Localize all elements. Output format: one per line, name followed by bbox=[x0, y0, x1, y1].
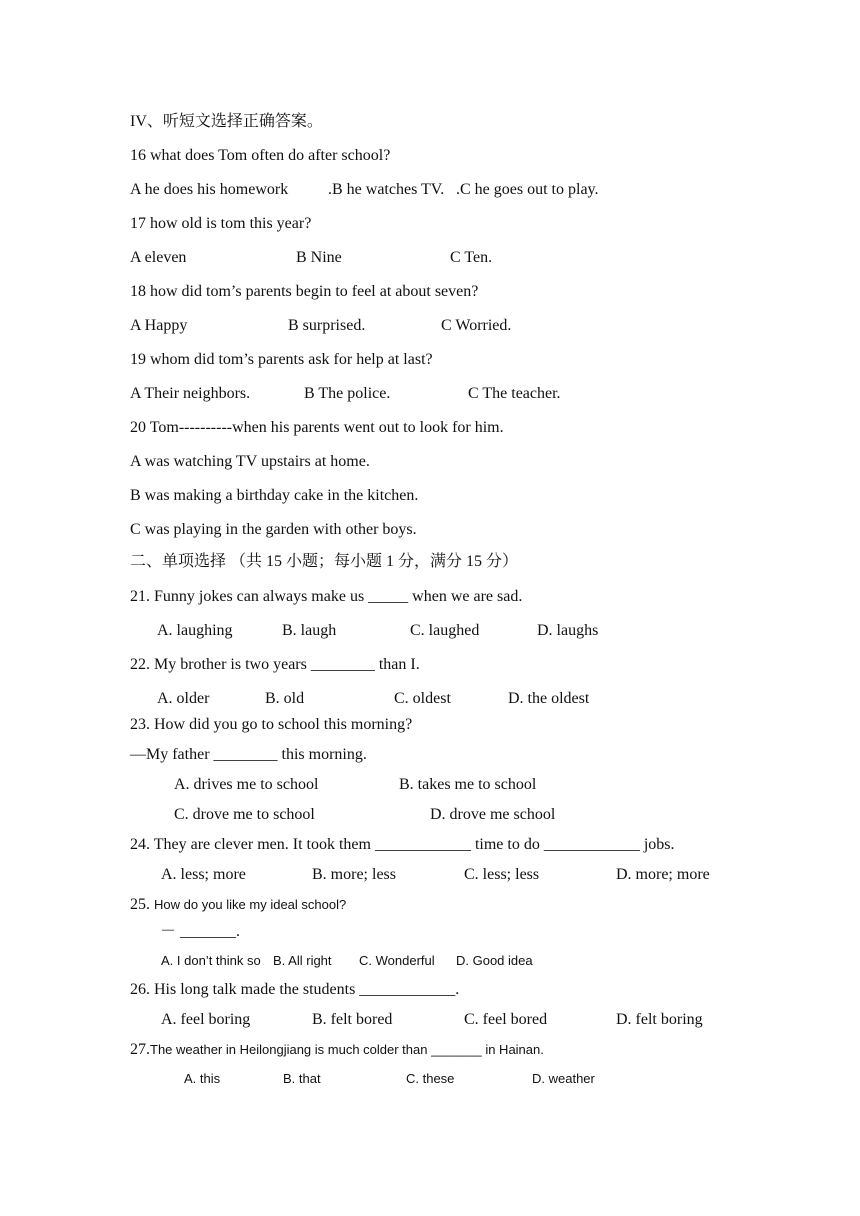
q23-option-b: B. takes me to school bbox=[399, 776, 537, 793]
q24-option-c: C. less; less bbox=[464, 866, 540, 883]
question-26: 26. His long talk made the students ____________. bbox=[130, 981, 460, 998]
q21-option-b: B. laugh bbox=[282, 622, 337, 639]
q17-option-a: A eleven bbox=[130, 249, 187, 266]
q25-option-d: D. Good idea bbox=[456, 953, 533, 968]
question-25 bbox=[130, 895, 346, 915]
question-22: 22. My brother is two years ________ than I. bbox=[130, 656, 420, 673]
q26-option-a: A. feel boring bbox=[161, 1011, 251, 1028]
q23-option-d: D. drove me school bbox=[430, 806, 556, 823]
q16-option-a: A he does his homework bbox=[130, 181, 289, 198]
q19-option-b: B The police. bbox=[304, 385, 391, 402]
q21-option-a: A. laughing bbox=[157, 622, 233, 639]
q24-option-a: A. less; more bbox=[161, 866, 246, 883]
q19-option-a: A Their neighbors. bbox=[130, 385, 251, 402]
q24-option-d: D. more; more bbox=[616, 866, 710, 883]
q20-option-c: C was playing in the garden with other boys. bbox=[130, 521, 417, 538]
question-18: 18 how did tom’s parents begin to feel at about seven? bbox=[130, 283, 479, 300]
q17-option-c: C Ten. bbox=[450, 249, 493, 266]
q20-option-a: A was watching TV upstairs at home. bbox=[130, 453, 370, 470]
q16-option-b: .B he watches TV. bbox=[328, 181, 445, 198]
q27-option-b: B. that bbox=[283, 1071, 321, 1086]
q16-option-c: .C he goes out to play. bbox=[456, 181, 599, 198]
q18-option-a: A Happy bbox=[130, 317, 188, 334]
question-19: 19 whom did tom’s parents ask for help at last? bbox=[130, 351, 433, 368]
q27-option-c: C. these bbox=[406, 1071, 455, 1086]
question-17: 17 how old is tom this year? bbox=[130, 215, 312, 232]
q25-option-c: C. Wonderful bbox=[359, 953, 435, 968]
q21-option-c: C. laughed bbox=[410, 622, 480, 639]
q24-option-b: B. more; less bbox=[312, 866, 396, 883]
q17-option-b: B Nine bbox=[296, 249, 342, 266]
question-23: 23. How did you go to school this morning? bbox=[130, 716, 413, 733]
question-27 bbox=[130, 1040, 544, 1060]
q27-option-d: D. weather bbox=[532, 1071, 595, 1086]
q27-option-a: A. this bbox=[184, 1071, 221, 1086]
q26-option-c: C. feel bored bbox=[464, 1011, 548, 1028]
q21-option-d: D. laughs bbox=[537, 622, 599, 639]
q20-option-b: B was making a birthday cake in the kitchen. bbox=[130, 487, 419, 504]
question-21: 21. Funny jokes can always make us _____ when we are sad. bbox=[130, 588, 523, 605]
q18-option-b: B surprised. bbox=[288, 317, 366, 334]
q26-option-d: D. felt boring bbox=[616, 1011, 703, 1028]
question-25-number: 25. bbox=[130, 896, 150, 913]
section-heading-2: 二、单项选择 （共 15 小题；每小题 1 分，满分 15 分） bbox=[130, 553, 519, 570]
section-heading: IV、听短文选择正确答案。 bbox=[130, 113, 323, 130]
q25-option-b: B. All right bbox=[273, 953, 332, 968]
q19-option-c: C The teacher. bbox=[468, 385, 561, 402]
q22-option-d: D. the oldest bbox=[508, 690, 590, 707]
question-24: 24. They are clever men. It took them ____________ time to do ____________ jobs. bbox=[130, 836, 675, 853]
question-20: 20 Tom----------when his parents went out to look for him. bbox=[130, 419, 504, 436]
q22-option-c: C. oldest bbox=[394, 690, 451, 707]
q25-option-a: A. I don’t think so bbox=[161, 953, 261, 968]
question-25-line2: － _______. bbox=[160, 923, 241, 940]
q23-option-c: C. drove me to school bbox=[174, 806, 315, 823]
question-23-line2: —My father ________ this morning. bbox=[130, 746, 367, 763]
q26-option-b: B. felt bored bbox=[312, 1011, 393, 1028]
question-27-number: 27. bbox=[130, 1041, 150, 1058]
question-25-stem: How do you like my ideal school? bbox=[154, 897, 347, 912]
question-27-stem: The weather in Heilongjiang is much colder than _______ in Hainan. bbox=[150, 1042, 544, 1057]
q22-option-a: A. older bbox=[157, 690, 210, 707]
q23-option-a: A. drives me to school bbox=[174, 776, 319, 793]
q18-option-c: C Worried. bbox=[441, 317, 512, 334]
q22-option-b: B. old bbox=[265, 690, 305, 707]
question-16: 16 what does Tom often do after school? bbox=[130, 147, 391, 164]
